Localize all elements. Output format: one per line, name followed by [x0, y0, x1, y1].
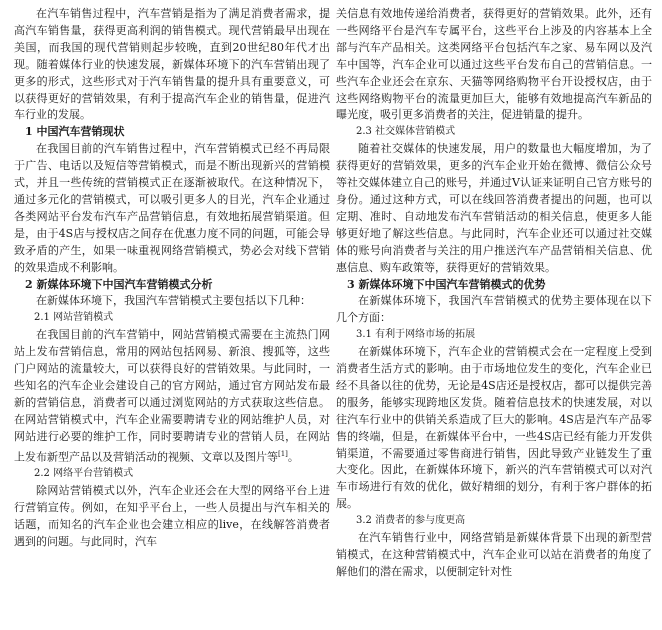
body-paragraph: 在新媒体环境下，我国汽车营销模式的优势主要体现在以下几个方面： [336, 294, 652, 325]
intro-paragraph: 在汽车销售过程中，汽车营销是指为了满足消费者需求，提高汽车销售量，获得更高利润的销售模式。现代营销最早出现在美国，而我国的现代营销则起步较晚，直到20世纪80年代才出现。随着媒体行业的快速发展，新媒体环境下的汽车营销出现了更多的形式，这些形式对于汽车销售量的提升具有重要意义，可以获得更好的营销效果，有利于提高汽车企业的销售量，促进汽车行业的发展。 [14, 7, 330, 122]
body-paragraph: 在我国目前的汽车销售过程中，汽车营销模式已经不再局限于广告、电话以及短信等营销模式，而是不断出现新兴的营销模式，并且一些传统的营销模式正在逐渐被取代。在这种情况下，通过多元化的营销模式，可以吸引更多人的目光，汽车企业通过各类网站平台发布汽车产品营销信息，有效地拓展营销渠道。但是，由于4S店与授权店之间存在优惠力度不同的问题，可能会导致矛盾的产生，如果一味重视网络营销模式，势必会对线下营销的效果造成不利影响。 [14, 142, 330, 274]
section-heading-3: 3 新媒体环境下中国汽车营销模式的优势 [347, 277, 546, 291]
section-heading-2: 2 新媒体环境下中国汽车营销模式分析 [25, 277, 213, 291]
right-column [336, 6, 652, 581]
subsection-heading-3-1: 3.1 有利于网络市场的拓展 [356, 329, 476, 341]
continued-paragraph: 关信息有效地传递给消费者，获得更好的营销效果。此外，还有一些网络平台是汽车专属平台，这些平台上涉及的内容基本上全部与汽车产品相关。这类网络平台包括汽车之家、易车网以及汽车中国等，汽车企业可以通过这些平台发布自己的营销信息。一些汽车企业还会在京东、天猫等网络购物平台开设授权店，由于这些网络购物平台的流量更加巨大，能够有效地提高汽车新品的曝光度，吸引更多消费者的关注，促进销量的提升。 [336, 7, 652, 122]
body-paragraph [14, 327, 330, 466]
subsection-heading-3-2: 3.2 消费者的参与度更高 [356, 515, 466, 527]
body-paragraph: 在新媒体环境下，汽车企业的营销模式会在一定程度上受到消费者生活方式的影响。由于市场地位发生的变化，汽车企业已经不具备以往的优势，无论是4S店还是授权店，都可以提供完善的服务，能够实现跨地区发货。随着信息技术的快速发展，对以往汽车行业中的供销关系造成了巨大的影响。4S店是汽车产品零售的终端，但是，在新媒体平台中，一些4S店已经有能力开发供销渠道，不需要通过零售商进行销售，因此导致产业链发生了重大变化。因此，在新媒体环境下，新兴的汽车营销模式可以对汽车市场进行有效的优化，做好精细的划分，有利于客户群体的拓展。 [336, 345, 652, 511]
subsection-heading-2-3: 2.3 社交媒体营销模式 [356, 126, 456, 138]
citation-mark: [1] [278, 449, 288, 458]
subsection-heading-2-1: 2.1 网站营销模式 [34, 312, 114, 324]
subsection-heading-2-2: 2.2 网络平台营销模式 [34, 468, 134, 480]
body-paragraph: 除网站营销模式以外，汽车企业还会在大型的网络平台上进行营销宣传。例如，在知乎平台上，一些人员提出与汽车相关的话题，而知名的汽车企业也会建立相应的live，在线解答消费者遇到的问题。与此同时，汽车 [14, 484, 330, 548]
body-paragraph: 随着社交媒体的快速发展，用户的数量也大幅度增加，为了获得更好的营销效果，更多的汽车企业开始在微博、微信公众号等社交媒体建立自己的账号，并通过V认证来证明自己官方账号的身份。通过这种方式，可以在线回答消费者提出的问题，也可以定期、准时、自动地发布汽车营销活动的相关信息，使更多人能够更好地了解这些信息。与此同时，汽车企业还可以通过社交媒体的账号向消费者与关注的用户推送汽车产品营销相关信息、优惠信息、购车政策等，获得更好的营销效果。 [336, 142, 652, 274]
paragraph-text: 在我国目前的汽车营销中，网站营销模式需要在主流热门网站上发布营销信息，常用的网站包括网易、新浪、搜狐等，这些门户网站的流量较大，可以获得良好的营销效果。与此同时，一些知名的汽车企业会建设自己的官方网站，通过官方网站发布最新的营销信息，消费者可以通过浏览网站的方式获取这些信息。在网站营销模式中，汽车企业需要聘请专业的网站维护人员，对网站进行必要的维护工作，同时要聘请专业的营销人员，在网站上发布新型产品以及营销活动的视频、文章以及图片等 [14, 328, 330, 464]
body-paragraph: 在汽车销售行业中，网络营销是新媒体背景下出现的新型营销模式，在这种营销模式中，汽车企业可以站在消费者的角度了解他们的潜在需求，以便制定针对性 [336, 531, 652, 578]
paragraph-tail: 。 [287, 450, 299, 464]
body-paragraph: 在新媒体环境下，我国汽车营销模式主要包括以下几种： [36, 294, 311, 308]
left-column [14, 6, 330, 551]
section-heading-1: 1 中国汽车营销现状 [25, 125, 125, 139]
